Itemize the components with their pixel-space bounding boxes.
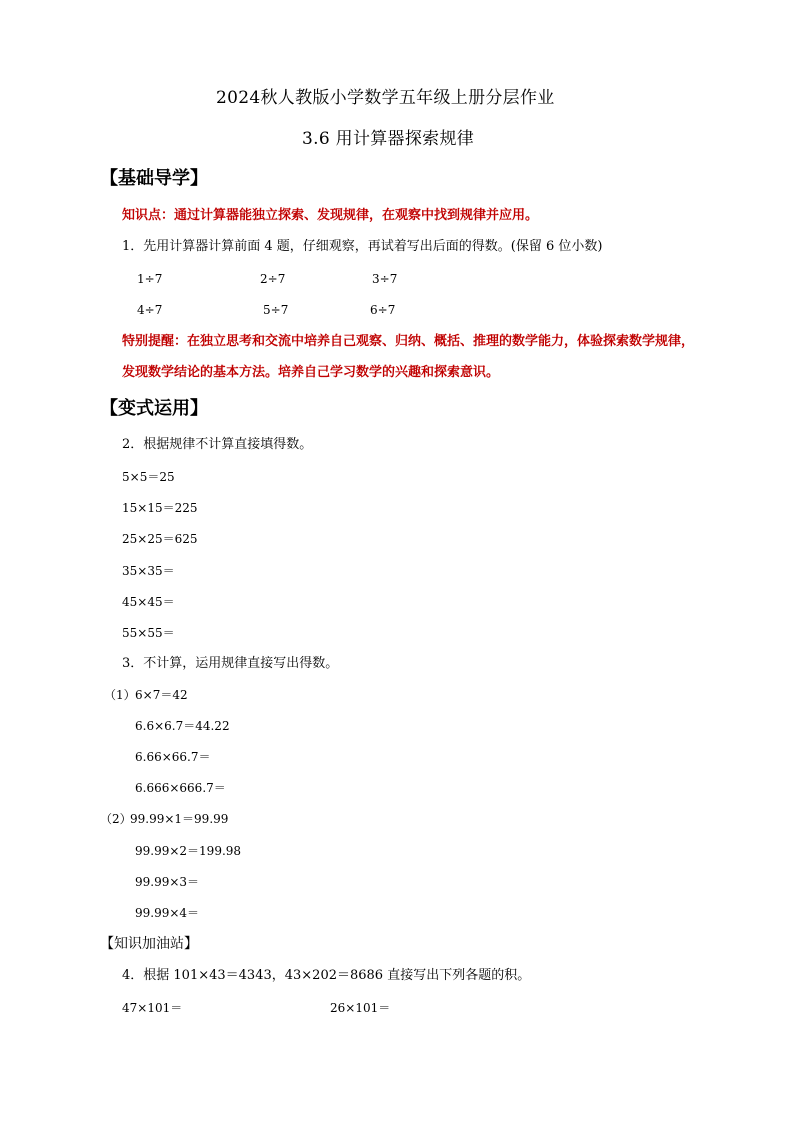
- q3-part2-label: （2）: [100, 812, 132, 826]
- reminder-line-1: 特别提醒：在独立思考和交流中培养自己观察、归纳、概括、推理的数学能力，体验探索数学规律，: [122, 334, 695, 349]
- q4-item: 47×101＝: [122, 1001, 183, 1015]
- q2-item: 25×25＝625: [122, 532, 198, 546]
- question-3-stem: 3．不计算，运用规律直接写出得数。: [122, 656, 339, 671]
- q2-item: 55×55＝: [122, 626, 175, 640]
- q1-item: 2÷7: [260, 272, 286, 286]
- q3-part2-item: 99.99×2＝199.98: [135, 844, 242, 858]
- q1-item: 5÷7: [263, 303, 289, 317]
- q2-item: 45×45＝: [122, 595, 175, 609]
- q3-part1-item: 6×7＝42: [135, 688, 188, 702]
- question-2-stem: 2．根据规律不计算直接填得数。: [122, 437, 313, 452]
- q3-part1-item: 6.6×6.7＝44.22: [135, 719, 230, 733]
- q4-item: 26×101＝: [330, 1001, 391, 1015]
- question-4-stem: 4．根据 101×43＝4343，43×202＝8686 直接写出下列各题的积。: [122, 968, 531, 983]
- q3-part1-label: （1）: [104, 688, 136, 702]
- page-title: 2024秋人教版小学数学五年级上册分层作业: [216, 88, 555, 108]
- q3-part1-item: 6.666×666.7＝: [135, 781, 226, 795]
- knowledge-point: 知识点：通过计算器能独立探索、发现规律，在观察中找到规律并应用。: [122, 208, 539, 223]
- question-1-stem: 1．先用计算器计算前面 4 题，仔细观察，再试着写出后面的得数。(保留 6 位小数): [122, 239, 603, 254]
- reminder-line-2: 发现数学结论的基本方法。培养自己学习数学的兴趣和探索意识。: [122, 365, 500, 380]
- q3-part2-item: 99.99×4＝: [135, 906, 200, 920]
- section-heading-knowledge-station: 【知识加油站】: [100, 936, 198, 952]
- q3-part2-item: 99.99×1＝99.99: [130, 812, 229, 826]
- q1-item: 3÷7: [372, 272, 398, 286]
- q1-item: 1÷7: [137, 272, 163, 286]
- q1-item: 6÷7: [370, 303, 396, 317]
- q1-item: 4÷7: [137, 303, 163, 317]
- q3-part1-item: 6.66×66.7＝: [135, 750, 211, 764]
- page-subtitle: 3.6 用计算器探索规律: [302, 129, 475, 149]
- q2-item: 15×15＝225: [122, 501, 198, 515]
- q2-item: 35×35＝: [122, 564, 175, 578]
- section-heading-variation: 【变式运用】: [100, 398, 208, 419]
- q2-item: 5×5＝25: [122, 470, 175, 484]
- section-heading-basic: 【基础导学】: [100, 168, 208, 189]
- q3-part2-item: 99.99×3＝: [135, 875, 200, 889]
